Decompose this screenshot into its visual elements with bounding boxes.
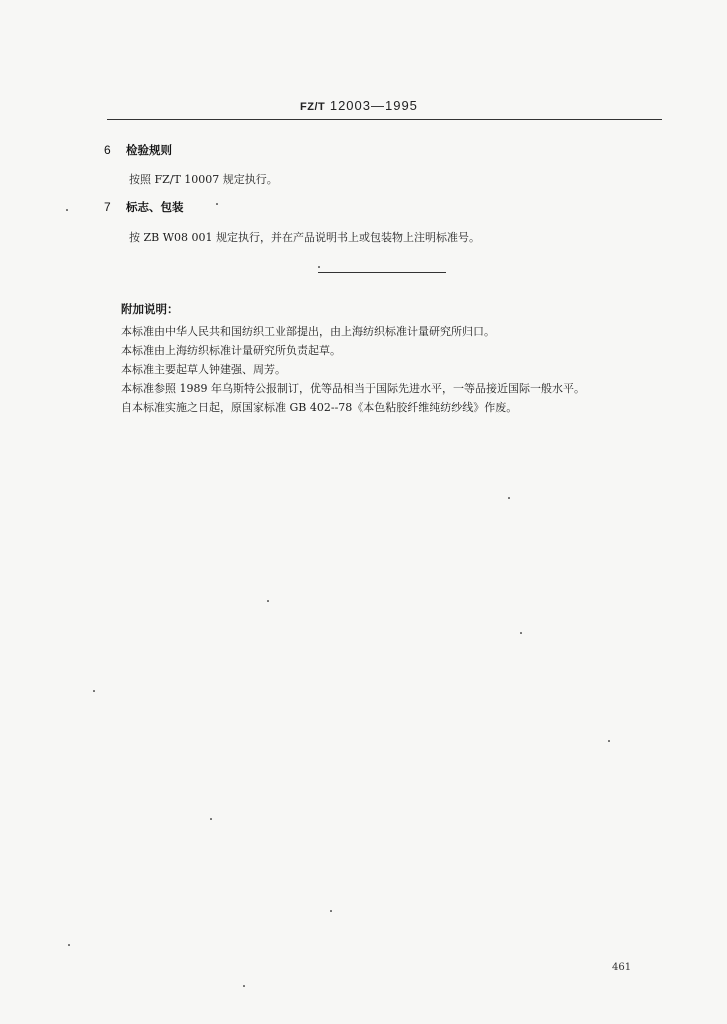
section-7-text: 按 ZB W08 001 规定执行，并在产品说明书上或包装物上注明标准号。	[129, 231, 481, 244]
header-rule	[107, 119, 662, 120]
section-number: 6	[104, 143, 111, 157]
section-title: 检验规则	[126, 143, 172, 157]
note-line: 本标准由中华人民共和国纺织工业部提出，由上海纺织标准计量研究所归口。	[121, 325, 495, 338]
section-6-heading	[104, 142, 172, 158]
scan-speck	[68, 944, 70, 946]
section-6-text: 按照 FZ/T 10007 规定执行。	[129, 173, 278, 186]
section-title: 标志、包装	[126, 200, 184, 214]
note-line: 本标准参照 1989 年乌斯特公报制订，优等品相当于国际先进水平，一等品接近国际一般水平。	[121, 382, 585, 395]
scan-speck	[608, 740, 610, 742]
scan-speck	[243, 985, 245, 987]
scan-speck	[318, 266, 320, 268]
section-7-heading	[104, 199, 184, 215]
note-line: 自本标准实施之日起，原国家标准 GB 402--78《本色粘胶纤维纯纺纱线》作废。	[121, 401, 518, 414]
standard-prefix: FZ/T	[300, 101, 326, 113]
page-number: 461	[612, 962, 632, 973]
section-number: 7	[104, 200, 111, 214]
note-line: 本标准由上海纺织标准计量研究所负责起草。	[121, 344, 341, 357]
scan-speck	[210, 818, 212, 820]
note-line: 本标准主要起草人钟建强、周芳。	[121, 363, 286, 376]
standard-number: 12003—1995	[329, 98, 418, 113]
scan-speck	[330, 910, 332, 912]
scan-speck	[520, 632, 522, 634]
header-code	[300, 98, 418, 113]
scan-speck	[66, 209, 68, 211]
scan-speck	[508, 497, 510, 499]
scan-speck	[216, 203, 218, 205]
end-rule	[318, 272, 446, 273]
notes-title: 附加说明：	[121, 302, 179, 316]
scan-speck	[267, 600, 269, 602]
scan-speck	[93, 690, 95, 692]
